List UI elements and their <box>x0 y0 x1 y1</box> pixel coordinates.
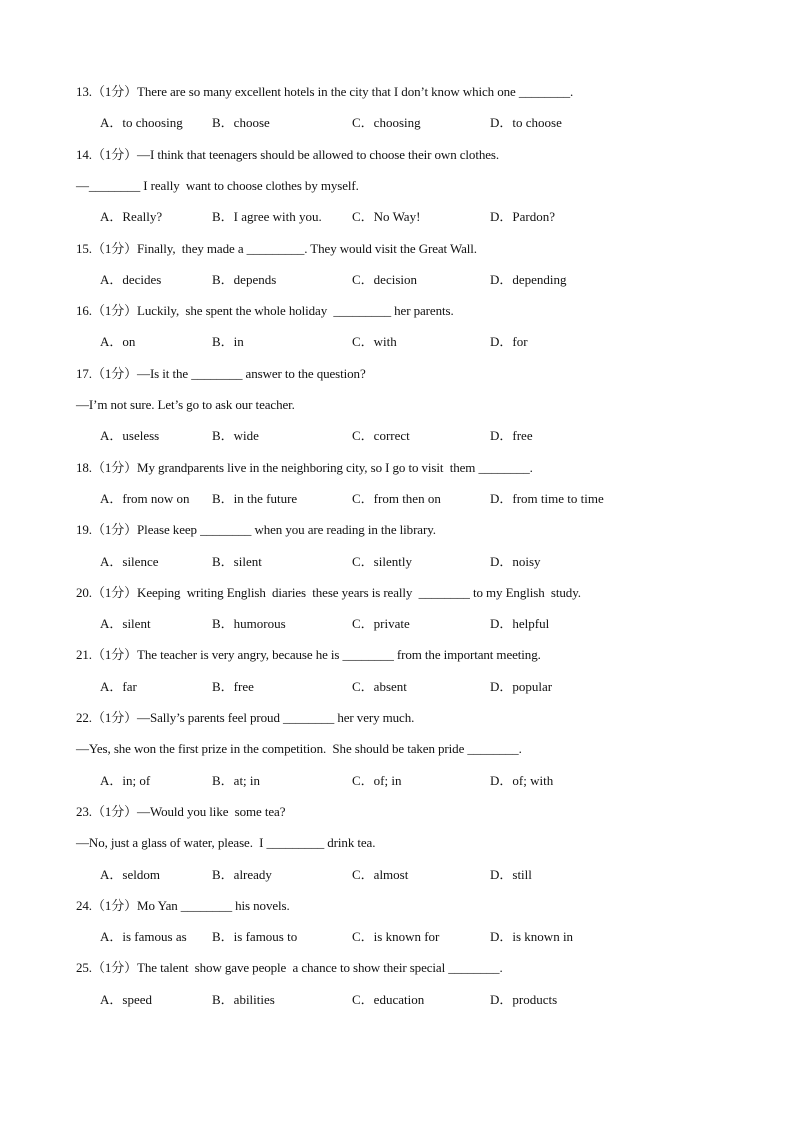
answer-option-a: A．seldom <box>100 866 160 882</box>
question-stem: 23.（1分）—Would you like some tea? <box>76 803 286 819</box>
question-stem: 22.（1分）—Sally’s parents feel proud ________ her very much. <box>76 710 415 725</box>
answer-option-d: D．depending <box>490 271 567 287</box>
answer-option-d: D．products <box>490 991 558 1007</box>
answer-option-b: B．is famous to <box>212 929 298 945</box>
answer-option-a: A．to choosing <box>100 115 183 131</box>
question-stem: 24.（1分）Mo Yan ________ his novels. <box>76 897 290 913</box>
question-stem: 21.（1分）The teacher is very angry, because he is ________ from the important meeting. <box>76 647 541 663</box>
answer-option-d: D．free <box>490 428 533 444</box>
answer-option-c: C．from then on <box>352 490 441 506</box>
answer-option-b: B．free <box>212 678 254 694</box>
answer-option-c: C．No Way! <box>352 209 421 225</box>
answer-option-c: C．choosing <box>352 115 421 131</box>
question-stem: 16.（1分）Luckily, she spent the whole holiday _________ her parents. <box>76 303 454 319</box>
answer-option-c: C．absent <box>352 678 407 694</box>
question-stem: 25.（1分）The talent show gave people a chance to show their special ________. <box>76 960 503 976</box>
answer-option-b: B．in the future <box>212 490 298 506</box>
question-stem: 18.（1分）My grandparents live in the neighboring city, so I go to visit them ________. <box>76 459 533 475</box>
answer-option-b: B．at; in <box>212 772 261 788</box>
question-stem: 14.（1分）—I think that teenagers should be allowed to choose their own clothes. <box>76 146 500 162</box>
question-dialogue-line: —I’m not sure. Let’s go to ask our teacher. <box>76 397 295 412</box>
question-stem: 15.（1分）Finally, they made a _________. They would visit the Great Wall. <box>76 240 477 256</box>
answer-option-b: B．abilities <box>212 991 275 1007</box>
answer-option-a: A．is famous as <box>100 929 187 945</box>
question-stem: 19.（1分）Please keep ________ when you are reading in the library. <box>76 522 436 538</box>
answer-option-d: D．is known in <box>490 929 574 945</box>
question-dialogue-line: —________ I really want to choose clothes by myself. <box>76 177 359 193</box>
answer-option-d: D．helpful <box>490 616 550 632</box>
answer-option-c: C．correct <box>352 428 410 444</box>
answer-option-b: B．I agree with you. <box>212 209 322 225</box>
answer-option-a: A．Really? <box>100 209 163 225</box>
answer-option-b: B．wide <box>212 428 259 444</box>
answer-option-a: A．from now on <box>100 490 190 506</box>
answer-option-d: D．noisy <box>490 553 541 569</box>
answer-option-d: D．to choose <box>490 115 562 131</box>
answer-option-c: C．education <box>352 991 425 1007</box>
answer-option-b: B．depends <box>212 271 277 287</box>
answer-option-c: C．of; in <box>352 772 402 788</box>
question-stem: 17.（1分）—Is it the ________ answer to the question? <box>76 365 366 381</box>
answer-option-c: C．silently <box>352 553 412 569</box>
answer-option-d: D．for <box>490 334 528 350</box>
answer-option-b: B．already <box>212 866 272 882</box>
answer-option-b: B．in <box>212 334 244 350</box>
answer-option-d: D．of; with <box>490 772 554 788</box>
answer-option-a: A．useless <box>100 428 160 444</box>
answer-option-d: D．Pardon? <box>490 209 555 225</box>
answer-option-a: A．speed <box>100 991 152 1007</box>
question-dialogue-line: —No, just a glass of water, please. I _________ drink tea. <box>76 835 376 851</box>
answer-option-a: A．in; of <box>100 772 151 788</box>
answer-option-b: B．choose <box>212 115 270 131</box>
answer-option-c: C．almost <box>352 866 409 882</box>
question-stem: 13.（1分）There are so many excellent hotels in the city that I don’t know which one ________. <box>76 84 574 99</box>
answer-option-a: A．on <box>100 334 136 350</box>
answer-option-c: C．is known for <box>352 929 440 945</box>
answer-option-a: A．silence <box>100 553 159 569</box>
answer-option-c: C．private <box>352 616 410 632</box>
answer-option-c: C．decision <box>352 271 417 287</box>
answer-option-d: D．from time to time <box>490 490 604 506</box>
answer-option-a: A．decides <box>100 271 162 287</box>
answer-option-b: B．humorous <box>212 616 286 632</box>
answer-option-d: D．popular <box>490 678 553 694</box>
answer-option-c: C．with <box>352 334 397 350</box>
answer-option-b: B．silent <box>212 553 262 569</box>
answer-option-d: D．still <box>490 866 532 882</box>
answer-option-a: A．silent <box>100 616 151 632</box>
question-stem: 20.（1分）Keeping writing English diaries these years is really ________ to my English study. <box>76 584 581 600</box>
question-dialogue-line: —Yes, she won the first prize in the competition. She should be taken pride ________. <box>76 741 522 757</box>
answer-option-a: A．far <box>100 678 137 694</box>
